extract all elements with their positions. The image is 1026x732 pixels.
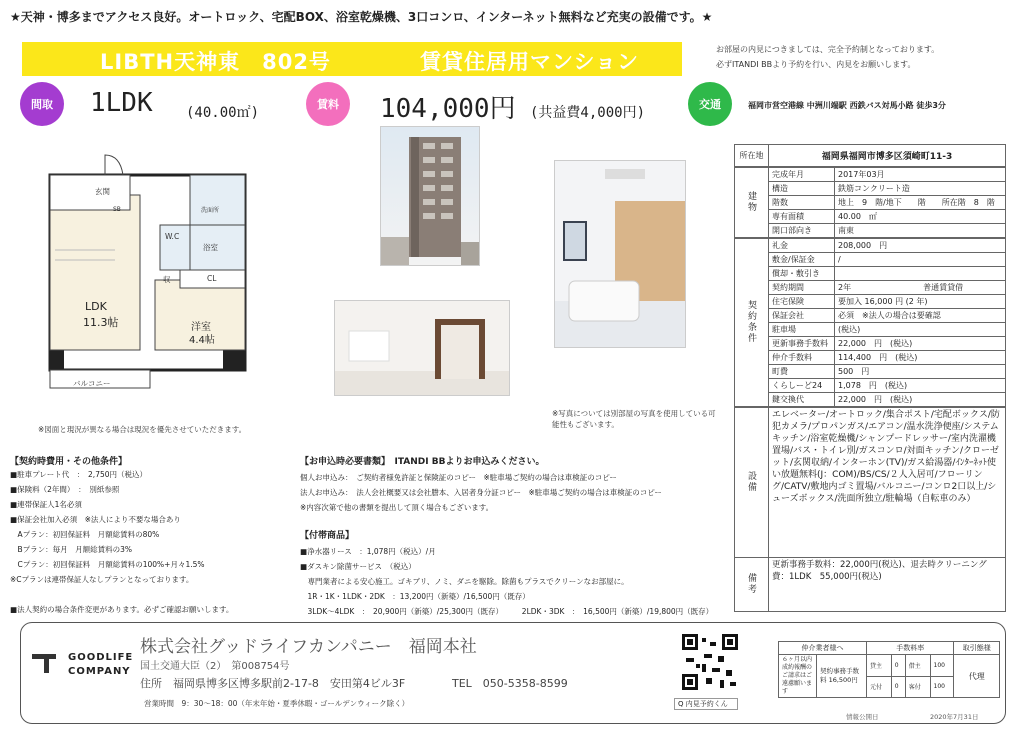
text-line: ■保証会社加入必須 ※法人により不要な場合あり bbox=[10, 515, 181, 524]
application-title: 【お申込時必要書類】 ITANDI BBよりお申込みください。 bbox=[300, 457, 545, 467]
spec-value: 2017年03月 bbox=[835, 168, 1006, 182]
fee-header-agent: 仲介業者様へ bbox=[779, 642, 867, 655]
fee-admin: 契約事務手数料 16,500円 bbox=[817, 655, 867, 698]
floorplan-note: ※図面と現況が異なる場合は現況を優先させていただきます。 bbox=[38, 425, 247, 434]
spec-table bbox=[734, 144, 1006, 612]
text-line: ■ダスキン除菌サービス （税込） bbox=[300, 562, 416, 571]
room-storage: 収 bbox=[163, 275, 171, 284]
floor-plan bbox=[45, 150, 250, 400]
logo-text bbox=[68, 651, 133, 679]
company-name: 株式会社グッドライフカンパニー 福岡本社 bbox=[140, 637, 477, 657]
room-western-size: 4.4帖 bbox=[189, 335, 215, 346]
rent-badge: 賃料 bbox=[306, 82, 350, 126]
spec-value: 208,000 円 bbox=[835, 239, 1006, 253]
spec-key: 町費 bbox=[769, 365, 835, 379]
logo-line: GOODLIFE bbox=[68, 652, 134, 663]
text-line: 1R・1K・1LDK・2DK ：13,200円（新築）/16,500円（既存） bbox=[300, 592, 530, 601]
layout-area: (40.00㎡) bbox=[186, 105, 260, 121]
contract-table-label-cell bbox=[735, 239, 769, 407]
text-line: ※Cプランは連帯保証人なしプランとなっております。 bbox=[10, 575, 194, 584]
spec-key: 駐車場 bbox=[769, 323, 835, 337]
spec-key: 鍵交換代 bbox=[769, 393, 835, 407]
floor-plan-drawing bbox=[45, 150, 250, 400]
building-table-label-cell bbox=[735, 168, 769, 238]
costs-title: 【契約時費用・その他条件】 bbox=[10, 457, 128, 467]
spec-value: 22,000 円 (税込) bbox=[835, 337, 1006, 351]
spec-key: 礼金 bbox=[769, 239, 835, 253]
company-license: 国土交通大臣（2） 第008754号 bbox=[140, 661, 290, 672]
contract-table-label: 契約条件 bbox=[746, 299, 756, 344]
layout-badge: 間取 bbox=[20, 82, 64, 126]
spec-key: 住宅保険 bbox=[769, 295, 835, 309]
text-line: Bプラン：毎月 月額総賃料の3% bbox=[10, 545, 133, 554]
fee-note: ６ヶ月以内成約報酬のご請求はご遠慮願います bbox=[779, 655, 817, 698]
text-line: ※内容次第で他の書類を提出して頂く場合もございます。 bbox=[300, 503, 494, 512]
company-hours: 営業時間 9：30～18：00（年末年始・夏季休暇・ゴールデンウィーク除く） bbox=[144, 699, 410, 708]
spec-value: 地上 9 階/地下 階 所在階 8 階 bbox=[835, 196, 1006, 210]
building-table bbox=[734, 167, 1006, 238]
rent-fee: (共益費4,000円) bbox=[530, 105, 646, 121]
property-title-bar bbox=[22, 42, 682, 76]
text-line: Cプラン：初回保証料 月額総賃料の100%+月々1.5% bbox=[10, 560, 205, 569]
spec-value: 1,078 円 (税込) bbox=[835, 379, 1006, 393]
spec-key: 仲介手数料 bbox=[769, 351, 835, 365]
spec-value: 鉄筋コンクリート造 bbox=[835, 182, 1006, 196]
text-line: 専門業者による安心施工。ゴキブリ、ノミ、ダニを駆除。除菌もプラスでクリーンなお部屋に。 bbox=[300, 577, 629, 586]
room-sb: SB bbox=[113, 206, 121, 213]
spec-key: 保証会社 bbox=[769, 309, 835, 323]
fee-r2b: 0 bbox=[891, 676, 905, 698]
text-line: ■保険料（2年間） ： 別紙参照 bbox=[10, 485, 120, 494]
company-address: 住所 福岡県博多区博多駅前2-17-8 安田第4ビル3F bbox=[140, 677, 406, 690]
fee-r1b: 0 bbox=[891, 655, 905, 677]
publish-date-label: 情報公開日 bbox=[846, 713, 879, 721]
text-line: 法人お申込み： 法人会社概要又は会社謄本、入居者身分証コピー ※駐車場ご契約の場合は車検証のコピー bbox=[300, 488, 662, 497]
remarks-label-cell bbox=[735, 558, 769, 612]
text-line: 個人お申込み： ご契約者様免許証と保険証のコピー ※駐車場ご契約の場合は車検証のコピー bbox=[300, 473, 617, 482]
company-tel: TEL 050-5358-8599 bbox=[452, 677, 568, 690]
layout-value: 1LDK bbox=[90, 88, 153, 118]
location-value: 福岡県福岡市博多区須崎町11-3 bbox=[769, 145, 1006, 167]
fee-header-mode: 取引態様 bbox=[954, 642, 1000, 655]
fee-r1d: 100 bbox=[930, 655, 954, 677]
spec-value: 500 円 bbox=[835, 365, 1006, 379]
company-logo bbox=[30, 650, 60, 682]
photo-note: ※写真については別部屋の写真を使用している可能性もございます。 bbox=[552, 409, 716, 429]
spec-value: 40.00 ㎡ bbox=[835, 210, 1006, 224]
qr-code-icon[interactable] bbox=[682, 634, 738, 690]
spec-key: 階数 bbox=[769, 196, 835, 210]
text-line bbox=[10, 587, 233, 602]
costs-lines bbox=[10, 467, 233, 617]
property-name: LIBTH天神東 802号 bbox=[100, 50, 331, 74]
spec-value: 要加入 16,000 円 (2 年) bbox=[835, 295, 1006, 309]
text-line: 3LDK～4LDK ： 20,900円（新築）/25,300円（既存） 2LDK・3DK ： 16,500円（新築）/19,800円（既存） bbox=[300, 607, 714, 616]
text-line: ■浄水器リース ：1,078円（税込）/月 bbox=[300, 547, 436, 556]
spec-value: 22,000 円 (税込) bbox=[835, 393, 1006, 407]
notice-line: お部屋の内見につきましては、完全予約制となっております。 bbox=[716, 45, 940, 54]
spec-key: 更新事務手数料 bbox=[769, 337, 835, 351]
text-line: ■連帯保証人1名必須 bbox=[10, 500, 82, 509]
fee-r2c: 客付 bbox=[905, 676, 930, 698]
spec-value: 必須 ※法人の場合は要確認 bbox=[835, 309, 1006, 323]
remarks-value: 更新事務手数料：22,000円(税込)、退去時クリーニング費：1LDK 55,000円(税込) bbox=[769, 558, 1006, 612]
access-value: 福岡市営空港線 中洲川端駅 西鉄バス対馬小路 徒歩3分 bbox=[748, 101, 946, 110]
rent-value: 104,000円 bbox=[380, 94, 516, 124]
equip-label: 設備 bbox=[746, 470, 756, 493]
building-exterior-drawing bbox=[381, 127, 480, 266]
logo-line: COMPANY bbox=[68, 666, 131, 677]
spec-key: 完成年月 bbox=[769, 168, 835, 182]
room-western: 洋室 bbox=[191, 322, 211, 333]
logo-mark-icon bbox=[30, 650, 60, 678]
access-badge: 交通 bbox=[688, 82, 732, 126]
fee-table bbox=[778, 641, 1000, 698]
fee-r2a: 元付 bbox=[867, 676, 892, 698]
living-room-photo bbox=[334, 300, 510, 396]
living-room-drawing bbox=[335, 301, 510, 396]
viewing-notice bbox=[716, 42, 939, 72]
room-closet: CL bbox=[207, 274, 217, 283]
room-ldk: LDK bbox=[85, 300, 107, 313]
room-ldk-size: 11.3帖 bbox=[83, 316, 119, 329]
spec-value: 2年 普通賃貸借 bbox=[835, 281, 1006, 295]
spec-key: 開口部向き bbox=[769, 224, 835, 238]
room-bath: 浴室 bbox=[203, 243, 218, 252]
location-label: 所在地 bbox=[735, 145, 769, 167]
spec-value bbox=[835, 267, 1006, 281]
text-line: ■法人契約の場合条件変更があります。必ずご確認お願いします。 bbox=[10, 605, 234, 614]
addons-section bbox=[300, 528, 713, 619]
spec-key: 専有面積 bbox=[769, 210, 835, 224]
application-section bbox=[300, 454, 662, 515]
room-entry: 玄関 bbox=[95, 187, 110, 196]
equip-value: エレベーター/オートロック/集合ポスト/宅配ボックス/防犯カメラ/プロパンガス/エアコン/温水洗浄便座/システムキッチン/浴室乾燥機/シャンプードレッサー/室内洗濯機置場/バス・トイレ別/ガスコンロ/対面キッチン/クローゼット/玄関収納/インターホン(TV)/ガス給湯器/ｲﾝﾀｰﾈｯﾄ使い放題無料(J：COM)/BS/CS/２人入居可/フローリング/CATV/敷地内ゴミ置場/バルコニー/コンロ2口以上/シューズボックス/洗面所独立/駐輪場（自転車のみ） bbox=[769, 408, 1006, 558]
qr-code-drawing bbox=[682, 634, 738, 690]
contract-table bbox=[734, 238, 1006, 407]
text-line: ■駐車プレート代 ： 2,750円（税込） bbox=[10, 470, 148, 479]
spec-key: 敷金/保証金 bbox=[769, 253, 835, 267]
spec-value: 114,400 円 (税込) bbox=[835, 351, 1006, 365]
fee-r1a: 貸主 bbox=[867, 655, 892, 677]
building-table-label: 建物 bbox=[746, 190, 756, 213]
fee-r1c: 借主 bbox=[905, 655, 930, 677]
fee-mode: 代理 bbox=[954, 655, 1000, 698]
notice-line: 必ずITANDI BBより予約を行い、内見をお願いします。 bbox=[716, 60, 916, 69]
fee-r2d: 100 bbox=[930, 676, 954, 698]
spec-key: 償却・敷引き bbox=[769, 267, 835, 281]
equip-label-cell bbox=[735, 408, 769, 558]
room-wc: W.C bbox=[165, 232, 180, 241]
application-lines bbox=[300, 470, 662, 515]
publish-date: 2020年7月31日 bbox=[930, 713, 979, 721]
text-line: Aプラン：初回保証料 月額総賃料の80% bbox=[10, 530, 160, 539]
room-wash: 洗面所 bbox=[201, 207, 220, 214]
bathroom-drawing bbox=[555, 161, 686, 348]
spec-value: / bbox=[835, 253, 1006, 267]
costs-section bbox=[10, 454, 233, 617]
building-exterior-photo bbox=[380, 126, 480, 266]
fee-header-rate: 手数料率 bbox=[867, 642, 954, 655]
spec-value: (税込) bbox=[835, 323, 1006, 337]
spec-value: 南東 bbox=[835, 224, 1006, 238]
bathroom-photo bbox=[554, 160, 686, 348]
property-type: 賃貸住居用マンション bbox=[420, 50, 640, 74]
search-box[interactable]: Q 内見予約くん bbox=[674, 698, 738, 710]
remarks-label: 備考 bbox=[746, 572, 756, 595]
headline-banner: ★天神・博多までアクセス良好。オートロック、宅配BOX、浴室乾燥機、3口コンロ、インターネット無料など充実の設備です。★ bbox=[10, 10, 713, 24]
addons-title: 【付帯商品】 bbox=[300, 531, 355, 541]
addons-lines bbox=[300, 544, 713, 619]
spec-key: 契約期間 bbox=[769, 281, 835, 295]
spec-key: くらしーど24 bbox=[769, 379, 835, 393]
spec-key: 構造 bbox=[769, 182, 835, 196]
room-balcony: バルコニー bbox=[73, 379, 111, 388]
